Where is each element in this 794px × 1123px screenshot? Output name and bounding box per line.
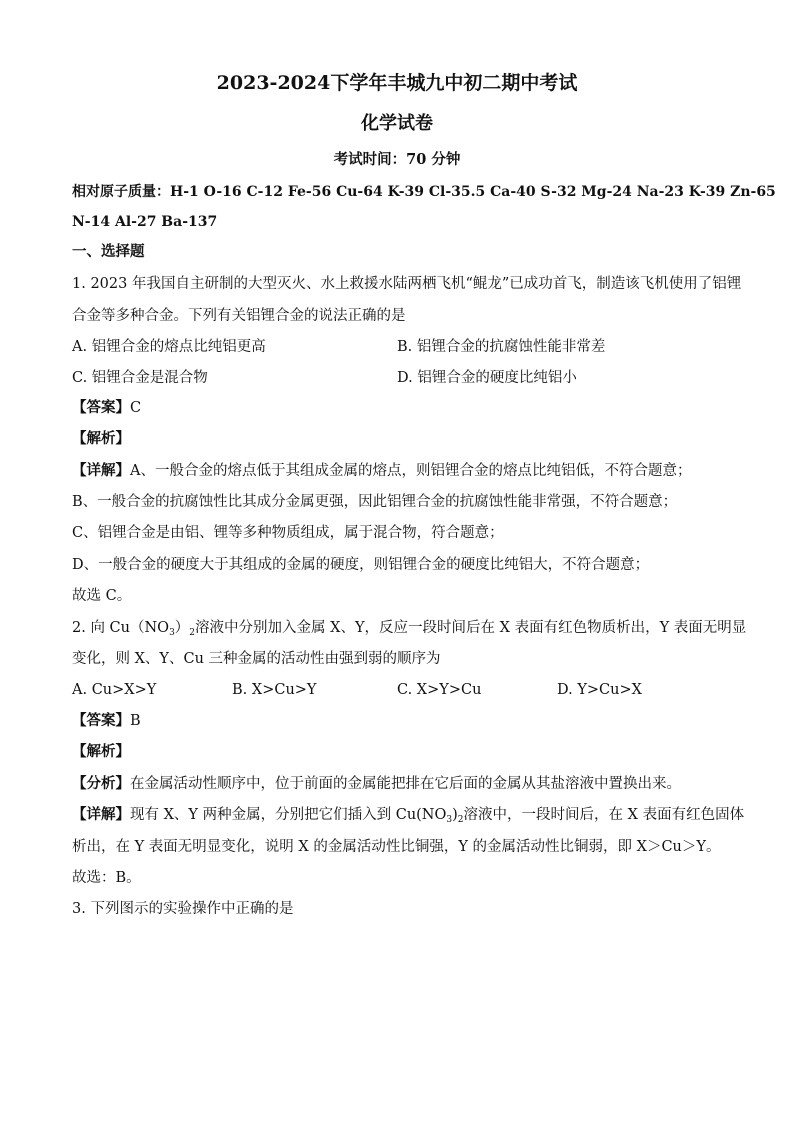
q2-stem-post: 溶液中分别加入金属 X、Y，反应一段时间后在 X 表面有红色物质析出，Y 表面无明显 xyxy=(195,620,747,636)
q2-analysis-tag: 【解析】 xyxy=(72,743,130,760)
q1-stem-line-1: 1. 2023 年我国自主研制的大型灭火、水上救援水陆两栖飞机“鲲龙”已成功首飞，制造该飞机使用了铝锂 xyxy=(72,276,742,292)
q2-detail-line-2: 析出，在 Y 表面无明显变化，说明 X 的金属活动性比铜强，Y 的金属活动性比铜弱，即 X＞Cu＞Y。 xyxy=(72,839,721,855)
atomic-mass-line-2: N-14 Al-27 Ba-137 xyxy=(72,214,218,230)
q2-option-c: C. X>Y>Cu xyxy=(397,682,482,698)
answer-tag: 【答案】 xyxy=(72,399,130,416)
detail-mid: ) xyxy=(452,807,458,823)
q2-conclusion: 故选：B。 xyxy=(72,870,141,886)
q1-option-b: B. 铝锂合金的抗腐蚀性能非常差 xyxy=(397,339,606,355)
q2-option-d: D. Y>Cu>X xyxy=(557,682,642,698)
q1-option-c: C. 铝锂合金是混合物 xyxy=(72,370,208,386)
detail-post: 溶液中，一段时间后，在 X 表面有红色固体 xyxy=(463,807,745,823)
q1-option-a: A. 铝锂合金的熔点比纯铝更高 xyxy=(72,339,266,355)
q2-option-a: A. Cu>X>Y xyxy=(72,682,157,698)
exam-time: 考试时间：70 分钟 xyxy=(333,151,461,168)
q2-fenxi xyxy=(72,774,681,794)
q1-option-d: D. 铝锂合金的硬度比纯铝小 xyxy=(397,370,577,386)
q1-detail-line-4: D、一般合金的硬度大于其组成的金属的硬度，则铝锂合金的硬度比纯铝大，不符合题意； xyxy=(72,557,650,573)
detail-sub-1: 3 xyxy=(446,815,453,825)
q1-analysis-tag: 【解析】 xyxy=(72,430,130,447)
detail-tag: 【详解】 xyxy=(72,462,130,479)
subject-title: 化学试卷 xyxy=(361,113,433,134)
atomic-mass-line-1: 相对原子质量：H-1 O-16 C-12 Fe-56 Cu-64 K-39 Cl-35.5 Ca-40 S-32 Mg-24 Na-23 K-39 Zn-65 xyxy=(72,184,776,200)
q2-stem-sub-2: 2 xyxy=(189,628,196,638)
q3-stem: 3. 下列图示的实验操作中正确的是 xyxy=(72,901,294,917)
answer-tag: 【答案】 xyxy=(72,712,130,729)
fenxi-tag: 【分析】 xyxy=(72,775,130,792)
q1-answer xyxy=(72,398,141,418)
section-heading: 一、选择题 xyxy=(72,243,145,260)
q2-option-b: B. X>Cu>Y xyxy=(232,682,317,698)
detail-pre: 现有 X、Y 两种金属，分别把它们插入到 Cu(NO xyxy=(130,807,447,823)
q2-detail-line-1 xyxy=(72,805,744,825)
q2-stem-sub-1: 3 xyxy=(169,628,175,638)
fenxi-text: 在金属活动性顺序中，位于前面的金属能把排在它后面的金属从其盐溶液中置换出来。 xyxy=(130,776,681,792)
q1-detail-line-3: C、铝锂合金是由铝、锂等多种物质组成，属于混合物，符合题意； xyxy=(72,525,504,541)
q2-stem-pre: 2. 向 Cu（NO xyxy=(72,620,170,636)
q2-answer xyxy=(72,711,141,731)
detail-text: A、一般合金的熔点低于其组成金属的熔点，则铝锂合金的熔点比纯铝低，不符合题意； xyxy=(130,463,692,479)
q2-stem-mid: ） xyxy=(174,620,190,636)
q1-stem-line-2: 合金等多种合金。下列有关铝锂合金的说法正确的是 xyxy=(72,308,406,324)
answer-value: C xyxy=(130,400,142,416)
q2-stem-line-1 xyxy=(72,618,746,638)
q2-stem-line-2: 变化，则 X、Y、Cu 三种金属的活动性由强到弱的顺序为 xyxy=(72,651,441,667)
q1-conclusion: 故选 C。 xyxy=(72,588,132,604)
detail-tag: 【详解】 xyxy=(72,806,130,823)
exam-title: 2023-2024下学年丰城九中初二期中考试 xyxy=(216,72,578,94)
q1-detail-line-2: B、一般合金的抗腐蚀性比其成分金属更强，因此铝锂合金的抗腐蚀性能非常强，不符合题意； xyxy=(72,494,678,510)
answer-value: B xyxy=(130,713,141,729)
detail-sub-2: 2 xyxy=(457,815,464,825)
q1-detail-line-1 xyxy=(72,461,691,481)
